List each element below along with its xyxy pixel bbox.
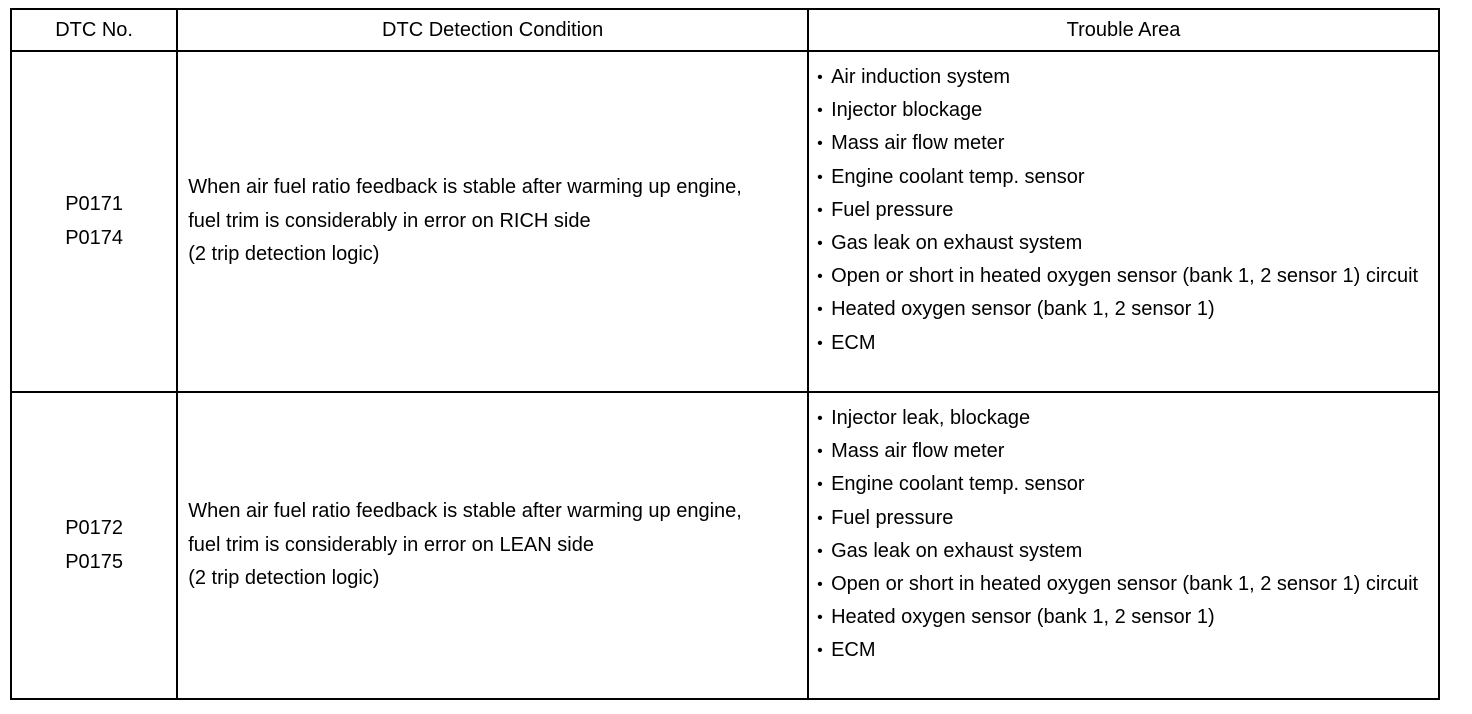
- list-item: [817, 601, 1432, 634]
- dtc-code: P0175: [65, 550, 124, 573]
- trouble-area-text: Gas leak on exhaust system: [831, 232, 1083, 255]
- trouble-area-text: Mass air flow meter: [831, 132, 1005, 155]
- trouble-area-cell: [808, 392, 1439, 699]
- trouble-area-text: Heated oxygen sensor (bank 1, 2 sensor 1): [831, 606, 1215, 629]
- bullet-icon: •: [817, 102, 823, 120]
- trouble-area-text: ECM: [831, 331, 876, 354]
- condition-line: fuel trim is considerably in error on LEAN side: [188, 533, 594, 556]
- header-dtc-no: DTC No.: [11, 9, 177, 51]
- bullet-icon: •: [817, 576, 823, 594]
- trouble-area-text: Injector blockage: [831, 99, 983, 122]
- trouble-area-text: Gas leak on exhaust system: [831, 539, 1083, 562]
- trouble-area-text: Heated oxygen sensor (bank 1, 2 sensor 1): [831, 298, 1215, 321]
- list-item: [817, 634, 1432, 667]
- bullet-icon: •: [817, 168, 823, 186]
- dtc-code: P0174: [65, 226, 124, 249]
- condition-line: (2 trip detection logic): [188, 567, 380, 590]
- trouble-area-text: Engine coolant temp. sensor: [831, 165, 1085, 188]
- table-row: [11, 392, 1439, 699]
- trouble-area-text: Air induction system: [831, 66, 1011, 88]
- condition-line: When air fuel ratio feedback is stable after warming up engine,: [188, 500, 742, 523]
- bullet-icon: •: [817, 609, 823, 627]
- list-item: [817, 260, 1432, 293]
- list-item: [817, 127, 1432, 160]
- list-item: [817, 327, 1432, 360]
- trouble-area-cell: [808, 51, 1439, 392]
- list-item: [817, 435, 1432, 468]
- dtc-table: [10, 8, 1440, 700]
- trouble-area-text: Fuel pressure: [831, 506, 954, 529]
- bullet-icon: •: [817, 443, 823, 461]
- list-item: [817, 61, 1432, 94]
- bullet-icon: •: [817, 509, 823, 527]
- header-trouble-area: Trouble Area: [808, 9, 1439, 51]
- condition-line: (2 trip detection logic): [188, 243, 380, 266]
- bullet-icon: •: [817, 542, 823, 560]
- list-item: [817, 535, 1432, 568]
- bullet-icon: •: [817, 642, 823, 660]
- trouble-area-text: Engine coolant temp. sensor: [831, 473, 1085, 496]
- bullet-icon: •: [817, 268, 823, 286]
- header-row: [11, 9, 1439, 51]
- trouble-area-text: ECM: [831, 639, 876, 662]
- condition-line: fuel trim is considerably in error on RICH side: [188, 209, 591, 232]
- detection-condition-cell: [177, 392, 808, 699]
- dtc-code-cell: [11, 51, 177, 392]
- list-item: [817, 94, 1432, 127]
- dtc-code-cell: [11, 392, 177, 699]
- bullet-icon: •: [817, 235, 823, 253]
- trouble-area-text: Injector leak, blockage: [831, 407, 1031, 429]
- list-item: [817, 194, 1432, 227]
- bullet-icon: •: [817, 410, 823, 427]
- list-item: [817, 468, 1432, 501]
- list-item: [817, 293, 1432, 326]
- trouble-area-text: Mass air flow meter: [831, 440, 1005, 463]
- trouble-area-text: Fuel pressure: [831, 198, 954, 221]
- dtc-code: P0171: [65, 193, 124, 216]
- table-row: [11, 51, 1439, 392]
- bullet-icon: •: [817, 69, 823, 86]
- condition-line: When air fuel ratio feedback is stable after warming up engine,: [188, 176, 742, 199]
- bullet-icon: •: [817, 201, 823, 219]
- trouble-area-text: Open or short in heated oxygen sensor (bank 1, 2 sensor 1) circuit: [831, 265, 1419, 288]
- list-item: [817, 402, 1432, 435]
- trouble-area-list: [817, 402, 1432, 668]
- list-item: [817, 227, 1432, 260]
- detection-condition-cell: [177, 51, 808, 392]
- dtc-code: P0172: [65, 517, 124, 540]
- list-item: [817, 568, 1432, 601]
- bullet-icon: •: [817, 301, 823, 319]
- trouble-area-text: Open or short in heated oxygen sensor (bank 1, 2 sensor 1) circuit: [831, 573, 1419, 596]
- list-item: [817, 161, 1432, 194]
- trouble-area-list: [817, 61, 1432, 360]
- bullet-icon: •: [817, 334, 823, 352]
- list-item: [817, 502, 1432, 535]
- bullet-icon: •: [817, 476, 823, 494]
- bullet-icon: •: [817, 135, 823, 153]
- header-detection-condition: DTC Detection Condition: [177, 9, 808, 51]
